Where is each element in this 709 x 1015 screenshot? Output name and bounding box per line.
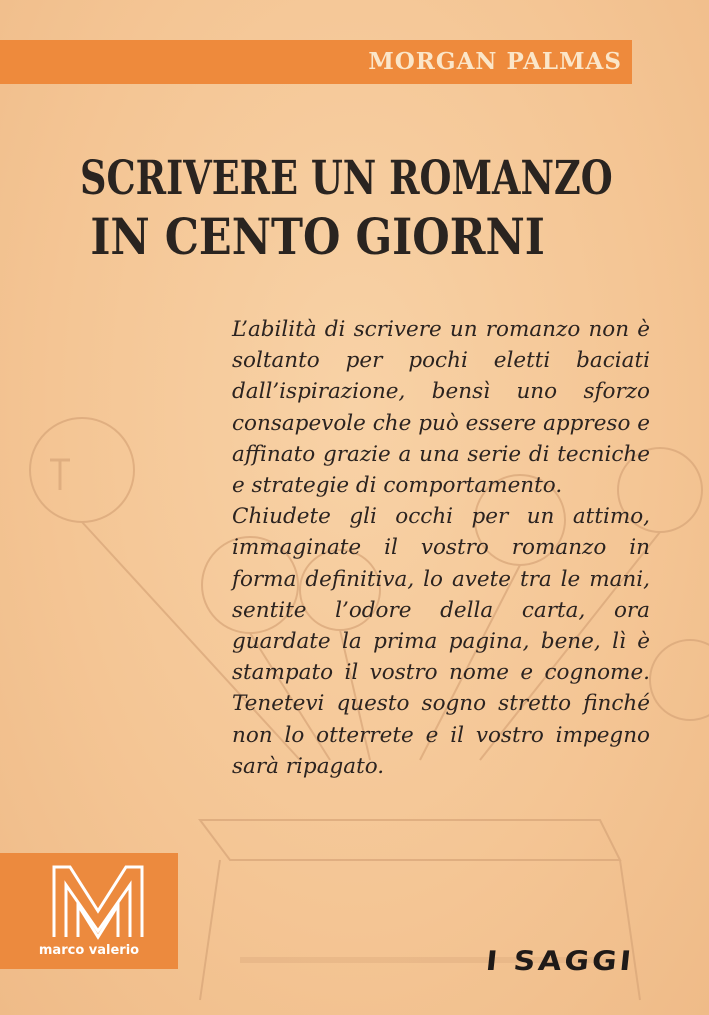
publisher-name: marco valerio [38, 943, 140, 958]
blurb-paragraph-1: L’abilità di scrivere un romanzo non è soltanto per pochi eletti baciati dall’ispirazione, bensì uno sforzo consapevole che può essere appreso e affinato grazie a una serie di tecniche e strategie di comportamento. [232, 317, 650, 499]
author-name: MORGAN PALMAS [368, 48, 622, 75]
publisher-m-logo-icon [50, 861, 146, 941]
book-title [80, 150, 640, 266]
back-cover-blurb [232, 314, 650, 782]
publisher-logo [0, 853, 178, 969]
title-line-1: SCRIVERE UN ROMANZO [80, 151, 613, 206]
blurb-paragraph-2: Chiudete gli occhi per un attimo, immaginate il vostro romanzo in forma definitiva, lo avete tra le mani, sentite l’odore della carta, ora guardate la prima pagina, bene, lì è stampato il vostro nome e cognome. Tenetevi questo sogno stretto finché non lo otterrete e il vostro impegno sarà ripagato. [232, 504, 650, 779]
title-line-2: IN CENTO GIORNI [90, 207, 545, 266]
series-name: I SAGGI [484, 945, 636, 978]
author-band [0, 40, 632, 84]
